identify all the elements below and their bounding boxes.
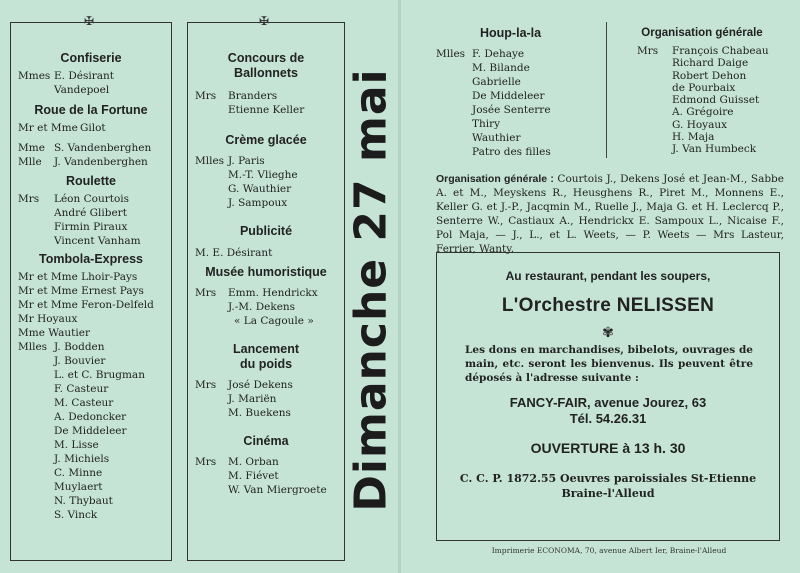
name: J. Mariën (228, 393, 277, 405)
line: Mr et Mme Lhoir-Pays (18, 271, 138, 283)
name: Gilot (80, 122, 106, 134)
fancy-fair-address: FANCY-FAIR, avenue Jourez, 63 (509, 395, 707, 410)
prefix: Mrs (195, 379, 217, 391)
name: G. Hoyaux (672, 118, 728, 131)
name: André Glibert (54, 207, 127, 219)
flower-ornament-icon: ✾ (602, 325, 614, 341)
divider (606, 22, 607, 158)
houp-section (436, 26, 601, 159)
name: Robert Dehon (672, 69, 747, 82)
name: M. Fiévet (228, 470, 279, 482)
line: Mme Wautier (18, 327, 90, 339)
name: M. Orban (228, 456, 279, 468)
name: De Middeleer (472, 90, 545, 102)
name: S. Vandenberghen (54, 142, 152, 154)
name: Josée Senterre (472, 104, 551, 116)
line: Mr et Mme Feron-Delfeld (18, 299, 154, 311)
prefix: Mlles (195, 155, 225, 167)
name: G. Wauthier (228, 183, 292, 195)
name: Firmin Piraux (54, 221, 128, 233)
prefix: Mlles (18, 341, 48, 353)
prefix: Mrs (195, 90, 217, 102)
heading-roulette: Roulette (66, 174, 116, 188)
name: M.-T. Vlieghe (228, 169, 298, 181)
name: F. Casteur (54, 383, 109, 395)
prefix: Mme (18, 142, 45, 154)
printer-imprint: Imprimerie ECONOMA, 70, avenue Albert Ier, Braine-l'Alleud (491, 546, 727, 555)
name: Edmond Guisset (672, 94, 760, 107)
heading-lancement (188, 342, 344, 372)
line: Mr et Mme Ernest Pays (18, 285, 144, 297)
heading-roue: Roue de la Fortune (34, 103, 148, 117)
town: Braine-l'Alleud (561, 487, 655, 500)
name: J. Sampoux (228, 197, 288, 209)
org-general-label: Organisation générale : (436, 173, 554, 185)
heading-houp: Houp-la-la (480, 26, 542, 40)
name: J.-M. Dekens (228, 301, 296, 313)
orchestra-surname: NELISSEN (616, 295, 715, 316)
fold-line (398, 0, 401, 573)
name: A. Grégoire (672, 106, 734, 119)
name: M. Bilande (472, 62, 530, 74)
title-text: Concours de Ballonnets (227, 51, 305, 80)
telephone: Tél. 54.26.31 (569, 411, 647, 426)
prefix: Mrs (195, 287, 217, 299)
name: A. Dedoncker (54, 411, 127, 423)
orchestra-name (437, 295, 779, 317)
prefix: Mlle (18, 156, 42, 168)
heading-tombola: Tombola-Express (39, 252, 143, 266)
name: Richard Daige (672, 57, 749, 70)
prefix: Mrs (195, 456, 217, 468)
line: M. E. Désirant (195, 247, 273, 259)
name: C. Minne (54, 467, 103, 479)
org-general-text: Courtois J., Dekens José et Jean-M., Sabbe A. et M., Meyskens R., Heusghens R., Piret M., Monnens E., Keller G. et J.-P., Jacqmin M., Ruelle J., Maja G. et H. Leclercq P., Senterre W., Castiaux A., Hendrickx E. Sampoux L., Nicaise F., Pol Maja, — J., L., et L. Weets, — P. Weets — Mrs Lasteur, Ferrier, Wanty. (436, 173, 784, 255)
heading-orgbox: Organisation générale (641, 27, 763, 39)
column-stands-1 (10, 22, 172, 561)
ccp-line: C. C. P. 1872.55 Oeuvres paroissiales St-Etienne (459, 472, 757, 485)
org-general-paragraph (436, 172, 784, 256)
name: Patro des filles (472, 146, 551, 158)
name: Etienne Keller (228, 104, 305, 116)
name: W. Van Miergroete (228, 484, 327, 496)
name: F. Dehaye (472, 48, 525, 60)
name: L. et C. Brugman (54, 369, 145, 381)
heading-publicite: Publicité (239, 224, 293, 238)
name: Vincent Vanham (54, 235, 141, 247)
name: François Chabeau (672, 45, 769, 57)
heading-musee: Musée humoristique (205, 265, 327, 279)
name: M. Lisse (54, 439, 99, 451)
restaurant-box (436, 252, 780, 541)
name: J. Michiels (54, 453, 110, 465)
name: Branders (228, 90, 278, 102)
dons-text: Les dons en marchandises, bibelots, ouvrages de main, etc. seront les bienvenus. Ils peuvent être déposés à l'adresse suivante : (465, 344, 753, 384)
name: N. Thybaut (54, 495, 113, 507)
name: S. Vinck (54, 509, 98, 521)
opening-time: OUVERTURE à 13 h. 30 (530, 440, 686, 456)
date-banner (345, 20, 397, 560)
name: Emm. Hendrickx (228, 287, 318, 299)
name: J. Bouvier (54, 355, 106, 367)
heading-cinema: Cinéma (243, 434, 289, 448)
orgbox-section (612, 26, 792, 156)
name: J. Van Humbeck (672, 143, 757, 156)
name: M. Buekens (228, 407, 291, 419)
name: Thiry (472, 118, 501, 130)
name: de Pourbaix (672, 81, 736, 94)
star-ornament-icon: ✠ (84, 14, 95, 28)
prefix: Mmes (18, 70, 51, 82)
name: J. Vandenberghen (54, 156, 148, 168)
heading-confiserie: Confiserie (60, 51, 122, 65)
line: Mr Hoyaux (18, 313, 78, 325)
date-banner-text: Dimanche 27 mai (345, 68, 397, 512)
name: E. Désirant (54, 70, 114, 82)
name: Wauthier (472, 132, 521, 144)
prefix: Mr et Mme (18, 122, 78, 134)
name: « La Cagoule » (234, 315, 314, 327)
name: Léon Courtois (54, 193, 130, 205)
restaurant-intro: Au restaurant, pendant les soupers, (505, 269, 711, 283)
name: Vandepoel (54, 84, 110, 96)
name: De Middeleer (54, 425, 127, 437)
prefix: Mrs (637, 45, 659, 57)
name: J. Paris (228, 155, 265, 167)
heading-concours (188, 51, 344, 81)
name: Muylaert (54, 481, 103, 493)
star-ornament-icon: ✠ (259, 14, 270, 28)
prefix: Mlles (436, 48, 466, 60)
name: J. Bodden (54, 341, 105, 353)
name: H. Maja (672, 131, 715, 144)
name: José Dekens (228, 379, 293, 391)
name: M. Casteur (54, 397, 114, 409)
prefix: Mrs (18, 193, 40, 205)
heading-creme: Crème glacée (225, 133, 307, 147)
title-text: Lancement du poids (233, 342, 299, 371)
column-stands-2 (187, 22, 345, 561)
name: Gabrielle (472, 76, 521, 88)
orchestra-prefix: L'Orchestre (501, 295, 612, 316)
